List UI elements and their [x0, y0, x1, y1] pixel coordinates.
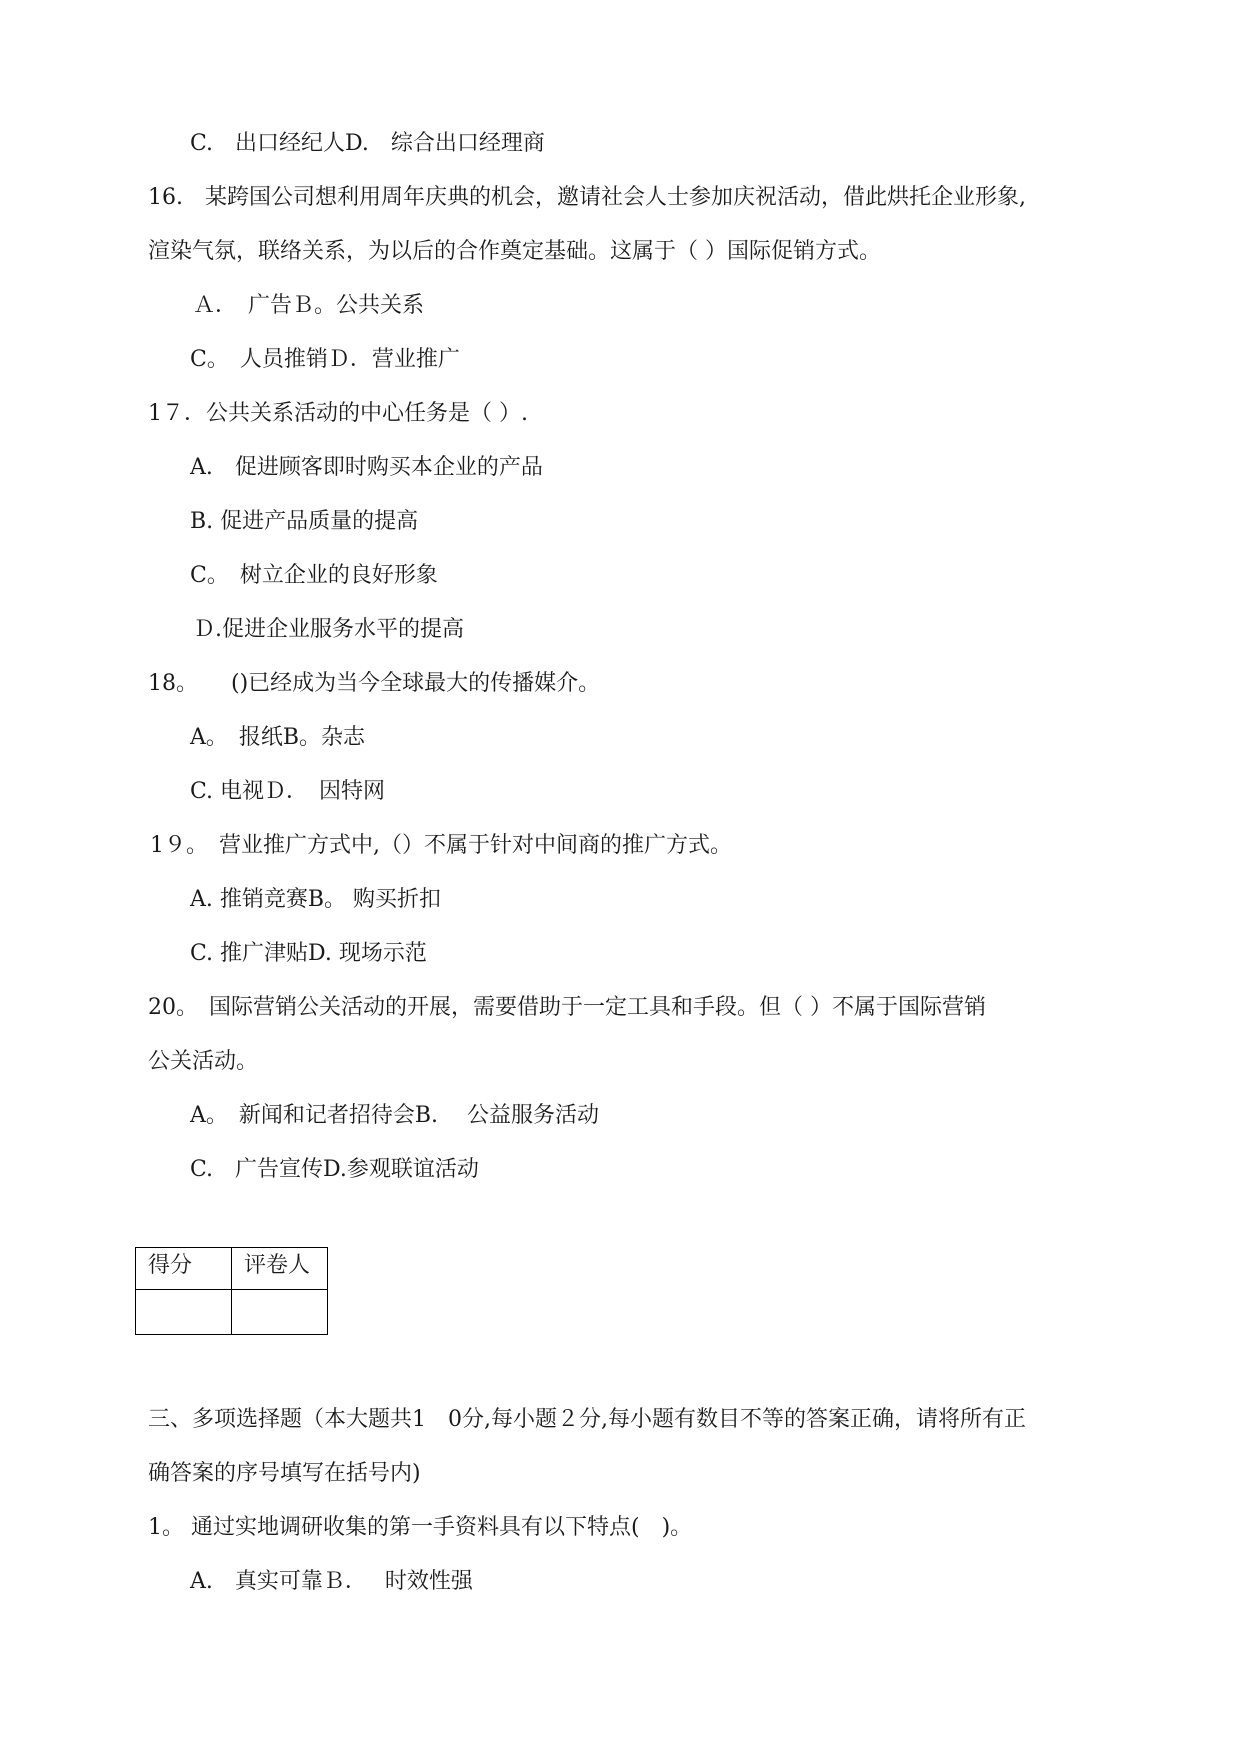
- option-line: C. 电视Ｄ． 因特网: [190, 779, 386, 804]
- question-18: 18。 ()已经成为当今全球最大的传播媒介。: [148, 671, 601, 696]
- question-16: 16. 某跨国公司想利用周年庆典的机会，邀请社会人士参加庆祝活动，借此烘托企业形象,: [148, 185, 1026, 210]
- question-text-continued: 渲染气氛，联络关系，为以后的合作奠定基础。这属于（ ）国际促销方式。: [148, 239, 881, 264]
- score-header: 得分: [136, 1248, 232, 1290]
- question-19: 1９。 营业推广方式中,（）不属于针对中间商的推广方式。: [150, 833, 732, 858]
- option-line: A。 报纸B。杂志: [190, 725, 366, 750]
- option-line: Ｄ.促进企业服务水平的提高: [193, 617, 464, 642]
- option-line: Ａ． 广告Ｂ。公共关系: [193, 293, 425, 318]
- question-text-continued: 公关活动。: [148, 1049, 259, 1074]
- score-table-header-row: [136, 1248, 328, 1290]
- grader-header: 评卷人: [232, 1248, 328, 1290]
- score-table: [135, 1247, 328, 1335]
- option-line: C。 树立企业的良好形象: [190, 563, 438, 588]
- option-line: A. 促进顾客即时购买本企业的产品: [190, 455, 543, 480]
- option-line: A。 新闻和记者招待会B. 公益服务活动: [190, 1103, 600, 1128]
- option-line: A. 推销竞赛B。 购买折扣: [190, 887, 442, 912]
- score-table-input-row: [136, 1290, 328, 1335]
- section-heading-continued: 确答案的序号填写在括号内): [148, 1461, 421, 1486]
- section-heading: 三、多项选择题（本大题共1 0分,每小题２分,每小题有数目不等的答案正确，请将所有正: [148, 1407, 1026, 1432]
- question-17: 1７．公共关系活动的中心任务是（ ）.: [148, 401, 528, 426]
- option-line: C. 广告宣传D.参观联谊活动: [190, 1157, 479, 1182]
- grader-cell: [232, 1290, 328, 1335]
- option-line: B. 促进产品质量的提高: [190, 509, 419, 534]
- option-line: A. 真实可靠Ｂ． 时效性强: [190, 1569, 473, 1594]
- question-1: 1。 通过实地调研收集的第一手资料具有以下特点( )。: [148, 1515, 693, 1540]
- option-line: C。 人员推销Ｄ．营业推广: [190, 347, 460, 372]
- option-line: C. 出口经纪人D. 综合出口经理商: [190, 131, 545, 156]
- score-cell: [136, 1290, 232, 1335]
- option-line: C. 推广津贴D. 现场示范: [190, 941, 427, 966]
- question-20: 20。 国际营销公关活动的开展，需要借助于一定工具和手段。但（ ）不属于国际营销: [148, 995, 986, 1020]
